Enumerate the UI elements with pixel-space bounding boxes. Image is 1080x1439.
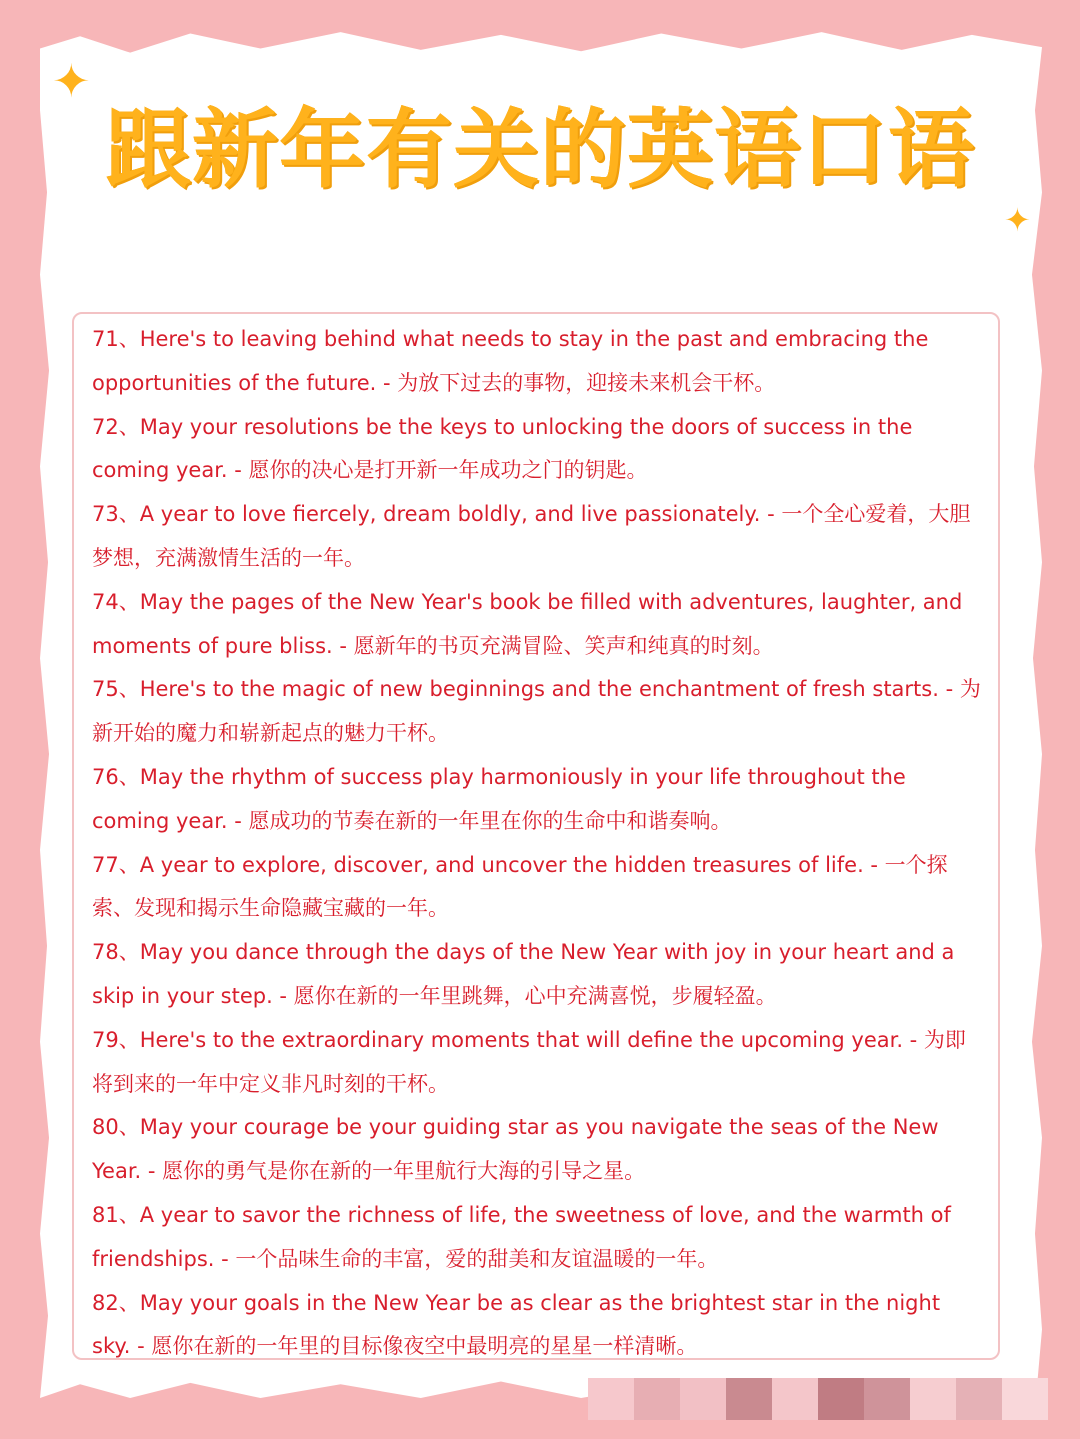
- list-item: 78、May you dance through the days of the New Year with joy in your heart and a skip in your step. - 愿你在新的一年里跳舞，心中充满喜悦，步履轻盈。: [92, 940, 955, 1008]
- list-item: 76、May the rhythm of success play harmoniously in your life throughout the coming year. - 愿成功的节奏在新的一年里在你的生命中和谐奏响。: [92, 764, 906, 833]
- list-item: 74、May the pages of the New Year's book be filled with adventures, laughter, and moments of pure bliss. - 愿新年的书页充满冒险、笑声和纯真的时刻。: [92, 589, 963, 658]
- watermark-mosaic: [588, 1378, 1048, 1420]
- list-item: 72、May your resolutions be the keys to unlocking the doors of success in the coming year. - 愿你的决心是打开新一年成功之门的钥匙。: [92, 414, 913, 483]
- phrase-list: [72, 312, 1000, 1360]
- list-item: 77、A year to explore, discover, and uncover the hidden treasures of life. - 一个探索、发现和揭示生命隐藏宝藏的一年。: [92, 852, 948, 921]
- list-item: 79、Here's to the extraordinary moments that will define the upcoming year. - 为即将到来的一年中定义非凡时刻的干杯。: [92, 1027, 966, 1096]
- list-item: 71、Here's to leaving behind what needs to stay in the past and embracing the opportunities of the future. - 为放下过去的事物，迎接未来机会干杯。: [92, 327, 929, 395]
- page-title: 跟新年有关的英语口语: [105, 100, 975, 200]
- list-item: 80、May your courage be your guiding star as you navigate the seas of the New Year. - 愿你的勇气是你在新的一年里航行大海的引导之星。: [92, 1115, 939, 1184]
- list-item: 73、A year to love fiercely, dream boldly, and live passionately. - 一个全心爱着，大胆梦想，充满激情生活的一年。: [92, 502, 971, 570]
- sparkle-icon: ✦: [52, 54, 91, 108]
- list-item: 75、Here's to the magic of new beginnings and the enchantment of fresh starts. - 为新开始的魔力和崭新起点的魅力干杯。: [92, 677, 981, 746]
- list-item: 81、A year to savor the richness of life, the sweetness of love, and the warmth of friendships. - 一个品味生命的丰富，爱的甜美和友谊温暖的一年。: [92, 1202, 951, 1271]
- sparkle-icon: ✦: [1004, 201, 1031, 239]
- list-item: 82、May your goals in the New Year be as clear as the brightest star in the night sky. - 愿你在新的一年里的目标像夜空中最明亮的星星一样清晰。: [92, 1290, 941, 1359]
